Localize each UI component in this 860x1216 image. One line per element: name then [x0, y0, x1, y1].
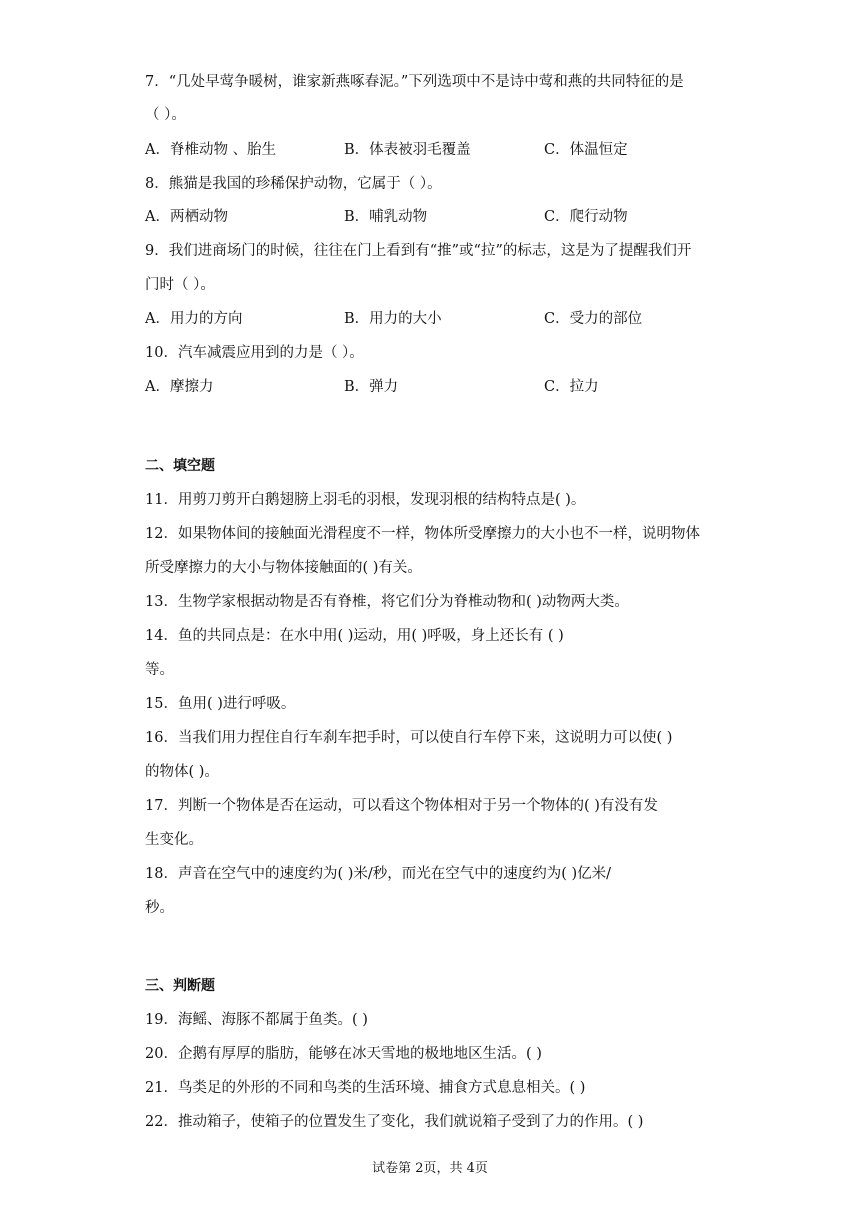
question-10-option-b: B．弹力 — [344, 379, 399, 395]
question-8-option-c: C．爬行动物 — [544, 209, 628, 225]
question-20: 20．企鹅有厚厚的脂肪，能够在冰天雪地的极地地区生活。( ) — [145, 1046, 542, 1062]
question-18-line-1: 18．声音在空气中的速度约为( )米/秒，而光在空气中的速度约为( )亿米/ — [145, 866, 612, 882]
question-12-line-1: 12．如果物体间的接触面光滑程度不一样，物体所受摩擦力的大小也不一样，说明物体 — [145, 526, 700, 542]
question-10-option-a: A．摩擦力 — [145, 379, 214, 395]
question-15: 15．鱼用( )进行呼吸。 — [145, 696, 296, 712]
question-9-option-c: C．受力的部位 — [544, 311, 643, 327]
section-fill-in-title: 二、填空题 — [145, 458, 215, 474]
question-13: 13．生物学家根据动物是否有脊椎，将它们分为脊椎动物和( )动物两大类。 — [145, 594, 629, 610]
question-11: 11．用剪刀剪开白鹅翅膀上羽毛的羽根，发现羽根的结构特点是( )。 — [145, 492, 586, 508]
question-9-line-1: 9．我们进商场门的时候，往往在门上看到有“推”或“拉”的标志，这是为了提醒我们开 — [145, 243, 692, 259]
question-7-option-a: A．脊椎动物 、胎生 — [145, 142, 277, 158]
question-18-line-2: 秒。 — [145, 900, 174, 916]
question-16-line-1: 16．当我们用力捏住自行车刹车把手时，可以使自行车停下来，这说明力可以使( ) — [145, 730, 673, 746]
question-8-line-1: 8．熊猫是我国的珍稀保护动物，它属于（ ）。 — [145, 176, 442, 192]
question-17-line-2: 生变化。 — [145, 832, 203, 848]
question-10-line-1: 10．汽车减震应用到的力是（ ）。 — [145, 345, 364, 361]
question-14-line-2: 等。 — [145, 662, 174, 678]
question-9-option-b: B．用力的大小 — [344, 311, 442, 327]
question-8-option-b: B．哺乳动物 — [344, 209, 428, 225]
question-8-option-a: A．两栖动物 — [145, 209, 228, 225]
question-14-line-1: 14．鱼的共同点是：在水中用( )运动，用( )呼吸，身上还长有 ( ) — [145, 628, 564, 644]
question-9-option-a: A．用力的方向 — [145, 311, 243, 327]
question-10-option-c: C．拉力 — [544, 379, 599, 395]
question-7-option-c: C．体温恒定 — [544, 142, 628, 158]
question-19: 19．海鳐、海豚不都属于鱼类。( ) — [145, 1012, 368, 1028]
question-16-line-2: 的物体( )。 — [145, 764, 219, 780]
question-22: 22．推动箱子，使箱子的位置发生了变化，我们就说箱子受到了力的作用。( ) — [145, 1114, 644, 1130]
question-7-line-1: 7．“几处早莺争暖树，谁家新燕啄春泥。”下列选项中不是诗中莺和燕的共同特征的是 — [145, 74, 684, 90]
question-17-line-1: 17．判断一个物体是否在运动，可以看这个物体相对于另一个物体的( )有没有发 — [145, 798, 658, 814]
question-7-option-b: B．体表被羽毛覆盖 — [344, 142, 471, 158]
question-9-line-2: 门时（ ）。 — [145, 277, 215, 293]
question-12-line-2: 所受摩擦力的大小与物体接触面的( )有关。 — [145, 560, 422, 576]
question-7-line-2: （ ）。 — [145, 107, 186, 123]
page-number-footer: 试卷第 2页，共 4页 — [372, 1161, 488, 1176]
section-true-false-title: 三、判断题 — [145, 978, 215, 994]
question-21: 21．鸟类足的外形的不同和鸟类的生活环境、捕食方式息息相关。( ) — [145, 1080, 586, 1096]
